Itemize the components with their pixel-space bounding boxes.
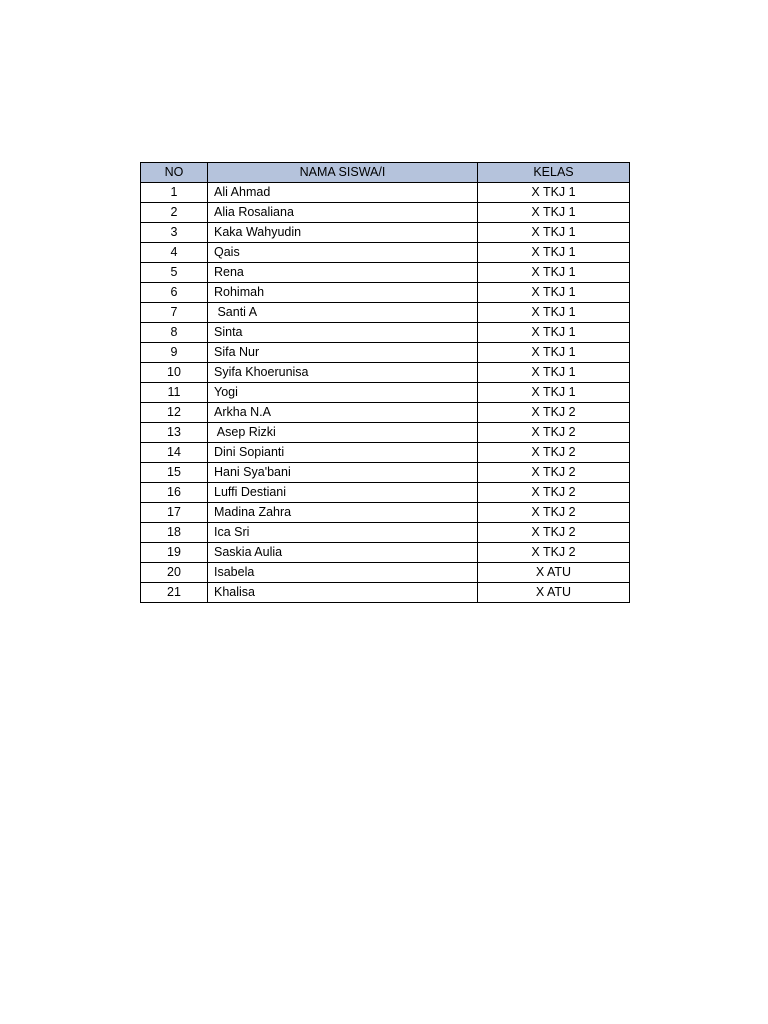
cell-no: 4 xyxy=(141,243,208,263)
cell-kelas: X TKJ 1 xyxy=(478,343,630,363)
table-row xyxy=(141,403,630,423)
cell-name: Hani Sya'bani xyxy=(208,463,478,483)
cell-name: Rohimah xyxy=(208,283,478,303)
cell-no: 5 xyxy=(141,263,208,283)
cell-name: Yogi xyxy=(208,383,478,403)
cell-name: Asep Rizki xyxy=(208,423,478,443)
table-row xyxy=(141,383,630,403)
student-list-sheet xyxy=(140,162,630,603)
cell-kelas: X TKJ 1 xyxy=(478,203,630,223)
cell-kelas: X ATU xyxy=(478,563,630,583)
table-row xyxy=(141,263,630,283)
cell-kelas: X TKJ 1 xyxy=(478,263,630,283)
cell-kelas: X TKJ 1 xyxy=(478,363,630,383)
cell-no: 12 xyxy=(141,403,208,423)
table-row xyxy=(141,423,630,443)
cell-name: Syifa Khoerunisa xyxy=(208,363,478,383)
cell-name: Qais xyxy=(208,243,478,263)
cell-name: Luffi Destiani xyxy=(208,483,478,503)
cell-kelas: X TKJ 1 xyxy=(478,183,630,203)
cell-kelas: X TKJ 1 xyxy=(478,303,630,323)
cell-name: Dini Sopianti xyxy=(208,443,478,463)
cell-name: Madina Zahra xyxy=(208,503,478,523)
cell-no: 9 xyxy=(141,343,208,363)
cell-kelas: X ATU xyxy=(478,583,630,603)
cell-name: Khalisa xyxy=(208,583,478,603)
cell-name: Arkha N.A xyxy=(208,403,478,423)
cell-name: Kaka Wahyudin xyxy=(208,223,478,243)
cell-kelas: X TKJ 1 xyxy=(478,383,630,403)
cell-kelas: X TKJ 2 xyxy=(478,483,630,503)
table-header xyxy=(141,163,630,183)
cell-no: 11 xyxy=(141,383,208,403)
cell-kelas: X TKJ 1 xyxy=(478,323,630,343)
cell-no: 17 xyxy=(141,503,208,523)
table-row xyxy=(141,543,630,563)
table-row xyxy=(141,443,630,463)
cell-kelas: X TKJ 2 xyxy=(478,423,630,443)
cell-no: 3 xyxy=(141,223,208,243)
table-row xyxy=(141,563,630,583)
cell-no: 20 xyxy=(141,563,208,583)
cell-no: 7 xyxy=(141,303,208,323)
cell-no: 14 xyxy=(141,443,208,463)
cell-no: 1 xyxy=(141,183,208,203)
cell-name: Rena xyxy=(208,263,478,283)
cell-no: 2 xyxy=(141,203,208,223)
table-body xyxy=(141,183,630,603)
cell-no: 10 xyxy=(141,363,208,383)
table-row xyxy=(141,483,630,503)
cell-no: 16 xyxy=(141,483,208,503)
cell-name: Alia Rosaliana xyxy=(208,203,478,223)
table-row xyxy=(141,203,630,223)
cell-kelas: X TKJ 2 xyxy=(478,543,630,563)
table-row xyxy=(141,523,630,543)
cell-no: 13 xyxy=(141,423,208,443)
table-row xyxy=(141,363,630,383)
table-row xyxy=(141,463,630,483)
cell-kelas: X TKJ 2 xyxy=(478,503,630,523)
student-table xyxy=(140,162,630,603)
cell-name: Sifa Nur xyxy=(208,343,478,363)
cell-name: Ali Ahmad xyxy=(208,183,478,203)
table-row xyxy=(141,503,630,523)
cell-name: Santi A xyxy=(208,303,478,323)
cell-no: 6 xyxy=(141,283,208,303)
cell-name: Sinta xyxy=(208,323,478,343)
table-row xyxy=(141,303,630,323)
cell-name: Saskia Aulia xyxy=(208,543,478,563)
cell-kelas: X TKJ 1 xyxy=(478,243,630,263)
cell-no: 15 xyxy=(141,463,208,483)
table-row xyxy=(141,583,630,603)
table-row xyxy=(141,283,630,303)
table-row xyxy=(141,183,630,203)
cell-kelas: X TKJ 2 xyxy=(478,523,630,543)
cell-kelas: X TKJ 2 xyxy=(478,443,630,463)
cell-name: Isabela xyxy=(208,563,478,583)
cell-no: 8 xyxy=(141,323,208,343)
header-kelas: KELAS xyxy=(478,163,630,183)
cell-no: 21 xyxy=(141,583,208,603)
cell-no: 19 xyxy=(141,543,208,563)
table-row xyxy=(141,223,630,243)
cell-kelas: X TKJ 2 xyxy=(478,463,630,483)
cell-name: Ica Sri xyxy=(208,523,478,543)
cell-no: 18 xyxy=(141,523,208,543)
header-name: NAMA SISWA/I xyxy=(208,163,478,183)
table-row xyxy=(141,243,630,263)
cell-kelas: X TKJ 2 xyxy=(478,403,630,423)
cell-kelas: X TKJ 1 xyxy=(478,223,630,243)
header-row xyxy=(141,163,630,183)
cell-kelas: X TKJ 1 xyxy=(478,283,630,303)
table-row xyxy=(141,323,630,343)
header-no: NO xyxy=(141,163,208,183)
table-row xyxy=(141,343,630,363)
